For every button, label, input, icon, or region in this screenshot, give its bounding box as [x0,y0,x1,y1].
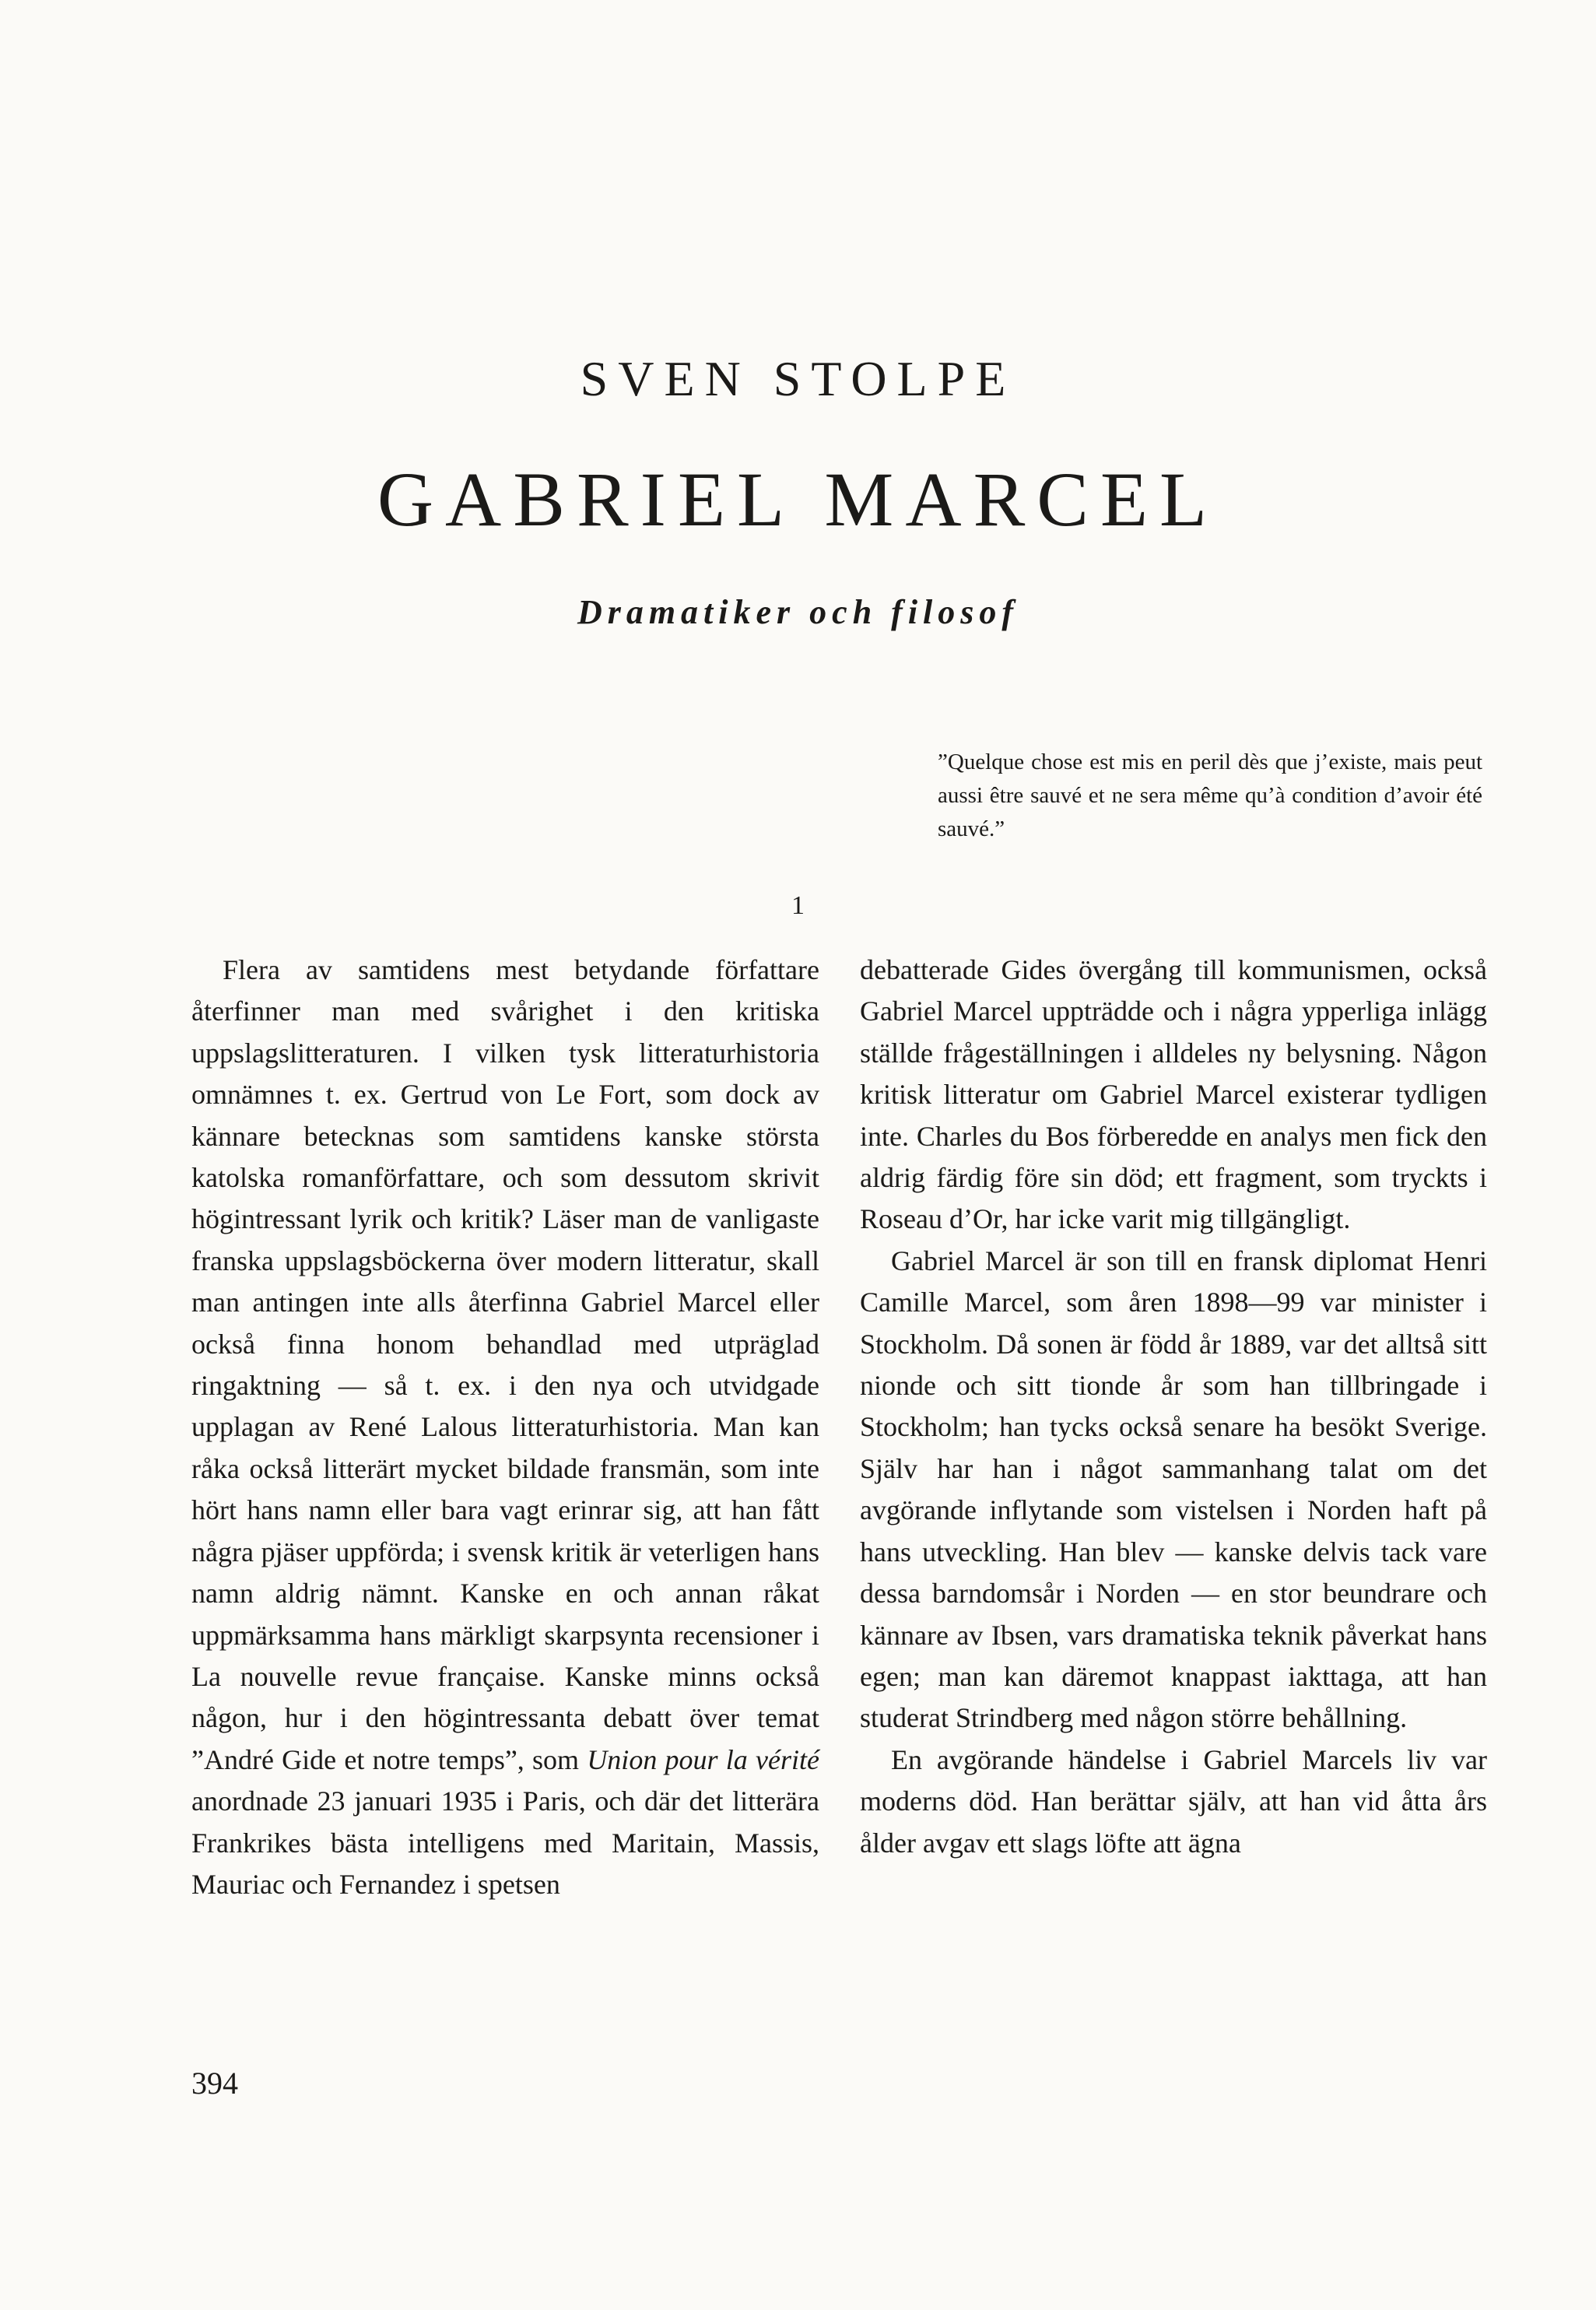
body-paragraph: Gabriel Marcel är son till en fransk diplomat Henri Camille Marcel, som åren 1898—99 var minister i Stockholm. Då sonen är född år 1889, var det alltså sitt nionde och sitt tionde år som han tillbringade i Stockholm; han tycks också senare ha besökt Sverige. Själv har han i något sammanhang talat om det avgörande inflytande som vistelsen i Norden haft på hans utveckling. Han blev — kanske delvis tack vare dessa barndomsår i Norden — en stor beundrare och kännare av Ibsen, vars dramatiska teknik påverkat hans egen; man kan däremot knappast iakttaga, att han studerat Strindberg med någon större behållning. [860,1245,1487,1734]
body-paragraph: En avgörande händelse i Gabriel Marcels liv var moderns död. Han berättar själv, att han vid åtta års ålder avgav ett slags löfte att ägna [860,1743,1487,1859]
left-text-column [191,950,819,1905]
paragraph-text: anordnade 23 januari 1935 i Paris, och där det litterära Frankrikes bästa intelligens med Maritain, Massis, Mauriac och Fernandez i spetsen [191,1785,819,1900]
section-number: 1 [791,891,805,920]
paragraph-text: Flera av samtidens mest betydande författare återfinner man med svårighet i den kritiska uppslagslitteraturen. I vilken tysk litteraturhistoria omnämnes t. ex. Gertrud von Le Fort, som dock av kännare betecknas som samtidens kanske största katolska romanförfattare, och som dessutom skrivit högintressant lyrik och kritik? Läser man de vanligaste franska uppslagsböckerna över modern litteratur, skall man antingen inte alls återfinna Gabriel Marcel eller också finna honom behandlad med utpräglad ringaktning — så t. ex. i den nya och utvidgade upplagan av René Lalous litteraturhistoria. Man kan råka också litterärt mycket bildade fransmän, som inte hört hans namn eller bara vagt erinrar sig, att han fått några pjäser uppförda; i svensk kritik är veterligen hans namn aldrig nämnt. Kanske en och annan råkat uppmärksamma hans märkligt skarpsynta recensioner i La nouvelle revue française. Kanske minns också någon, hur i den högintressanta debatt över temat ”André Gide et notre temps”, som [191,954,819,1775]
article-author: SVEN STOLPE [580,351,1016,406]
italic-title: Union pour la vérité [587,1743,819,1775]
right-text-column [860,950,1487,1864]
body-paragraph [191,950,819,1905]
article-title: GABRIEL MARCEL [377,456,1219,542]
page-number: 394 [191,2066,238,2101]
body-paragraph: debatterade Gides övergång till kommunismen, också Gabriel Marcel uppträdde och i några ypperliga inlägg ställde frågeställningen i alldeles ny belysning. Någon kritisk litteratur om Gabriel Marcel existerar tydligen inte. Charles du Bos förberedde en analys men fick den aldrig färdig före sin död; ett fragment, som tryckts i Roseau d’Or, har icke varit mig tillgängligt. [860,954,1487,1235]
article-subtitle: Dramatiker och filosof [577,593,1019,631]
epigraph-quote: ”Quelque chose est mis en peril dès que j’existe, mais peut aussi être sauvé et ne sera même qu’à condition d’avoir été sauvé.” [938,750,1482,841]
